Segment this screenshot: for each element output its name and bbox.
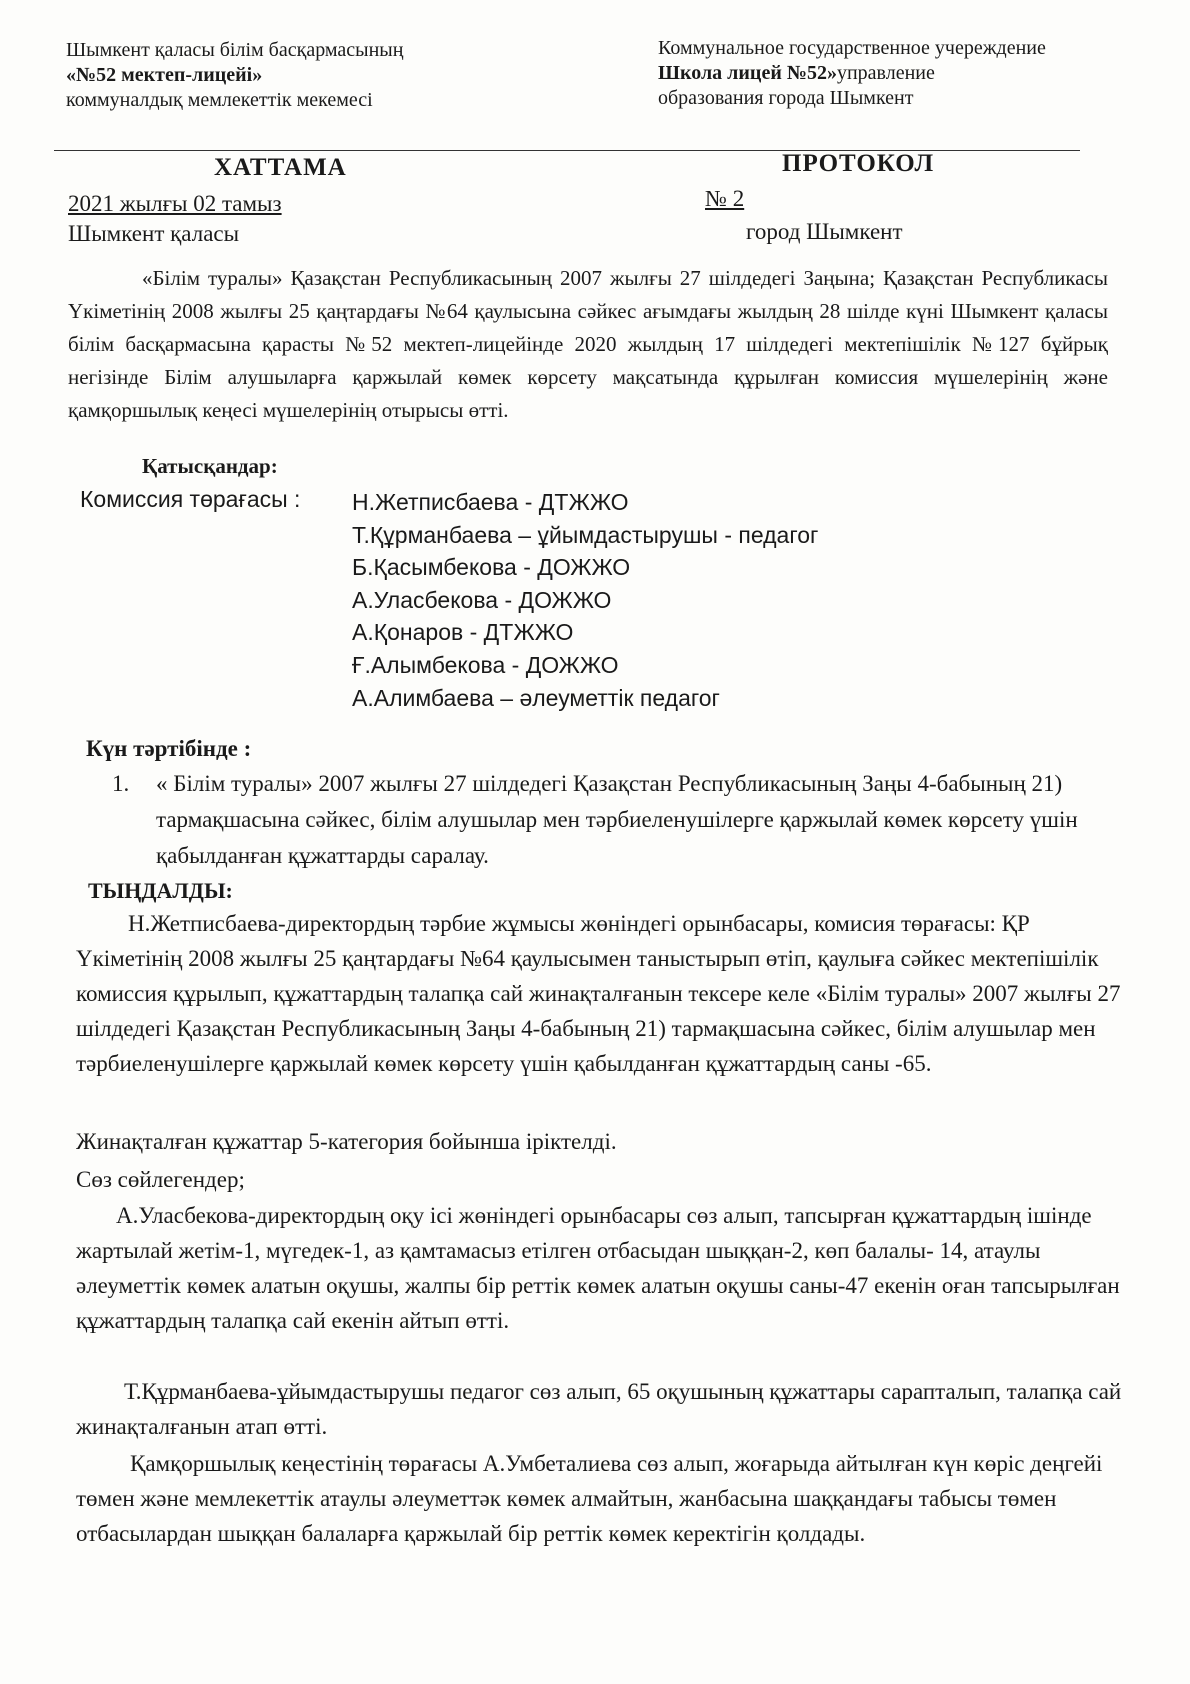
header-right-line2 bbox=[658, 61, 1158, 86]
member-item: Ғ.Алымбекова - ДОЖЖО bbox=[352, 651, 619, 678]
title-kz: ХАТТАМА bbox=[214, 154, 347, 181]
agenda-item bbox=[112, 766, 1102, 874]
member-item: Т.Құрманбаева – ұйымдастырушы - педагог bbox=[352, 521, 819, 548]
speaker-paragraph-1: А.Уласбекова-директордың оқу ісі жөніндегі орынбасары сөз алып, тапсырған құжаттардың ішінде жартылай жетім-1, мүгедек-1, аз қамтамасыз етілген отбасыдан шыққан-2, көп балалы- 14, атаулы әлеуметтік көмек алатын оқушы, жалпы бір реттік көмек алатын оқушы саны-47 екенін оған тапсырылған құжаттардың талапқа сай екенін айтып өтті. bbox=[76, 1203, 1120, 1333]
speaker-paragraph-3: Қамқоршылық кеңестінің төрағасы А.Умбеталиева сөз алып, жоғарыда айтылған күн көріс деңгейі төмен және мемлекеттік атаулы әлеуметтәк көмек алмайтын, жанбасына шаққандағы табысы төмен отбасылардан шыққан балаларға қаржылай бір реттік көмек керектігін қолдады. bbox=[76, 1451, 1103, 1546]
city-ru: город Шымкент bbox=[746, 219, 903, 244]
member-item: А.Қонаров - ДТЖЖО bbox=[352, 619, 574, 646]
header-right-line1: Коммунальное государственное учереждение bbox=[658, 37, 1046, 59]
header-right-org bbox=[658, 36, 1158, 111]
title-ru: ПРОТОКОЛ bbox=[782, 150, 935, 177]
speaker-paragraph-2: Т.Құрманбаева-ұйымдастырушы педагог сөз алып, 65 оқушының құжаттары сарапталып, талапқа сай жинақталғанын атап өтті. bbox=[76, 1379, 1122, 1439]
heard-heading: ТЫҢДАЛДЫ: bbox=[88, 878, 233, 903]
speakers-label: Сөз сөйлегендер; bbox=[76, 1167, 245, 1192]
header-right-line3: образования города Шымкент bbox=[658, 87, 914, 109]
city-kz: Шымкент қаласы bbox=[68, 221, 240, 246]
intro-paragraph: «Білім туралы» Қазақстан Республикасының 2007 жылғы 27 шілдедегі Заңына; Қазақстан Республикасы Үкіметінің 2008 жылғы 25 қаңтардағы №64 қаулысына сәйкес ағымдағы жылдың 28 шілде күні Шымкент қаласы білім басқармасына қарасты №52 мектеп-лицейінде 2020 жылдың 17 шілдедегі мектепішілік №127 бұйрық негізінде Білім алушыларға қаржылай көмек көрсету мақсатында құрылған комиссия мүшелерінің және қамқоршылық кеңесі мүшелерінің отырысы өтті. bbox=[68, 266, 1108, 422]
member-item: А.Алимбаева – әлеуметтік педагог bbox=[352, 684, 720, 711]
agenda-item-text: « Білім туралы» 2007 жылғы 27 шілдедегі Қазақстан Республикасының Заңы 4-бабының 21) тармақшасына сәйкес, білім алушылар мен тәрбиеленушілерге қаржылай көмек көрсету үшін қабылданған құжаттарды саралау. bbox=[156, 771, 1078, 868]
protocol-date: 2021 жылғы 02 тамыз bbox=[68, 191, 282, 216]
members-list bbox=[352, 486, 818, 714]
agenda-item-number: 1. bbox=[112, 771, 130, 796]
agenda-heading: Күн тәртібінде : bbox=[86, 736, 252, 761]
protocol-number: № 2 bbox=[705, 186, 745, 211]
chair-label: Комиссия төрағасы : bbox=[80, 486, 301, 512]
header-left-line1: Шымкент қаласы білім басқармасының bbox=[66, 39, 404, 61]
header-left-org bbox=[66, 38, 586, 113]
heard-paragraph-1: Н.Жетписбаева-директордың тәрбие жұмысы жөніндегі орынбасары, комисия төрағасы: ҚР Үкіметінің 2008 жылғы 25 қаңтардағы №64 қаулысымен таныстырып өтіп, қаулыға сәйкес мектепішілік комиссия құрылып, құжаттардың талапқа сай жинақталғанын тексере келе «Білім туралы» 2007 жылғы 27 шілдедегі Қазақстан Республикасының Заңы 4-бабының 21) тармақшасына сәйкес, білім алушылар мен тәрбиеленушілерге қаржылай көмек көрсету үшін қабылданған құжаттардың саны -65. bbox=[76, 911, 1121, 1076]
header-left-line3: коммуналдық мемлекеттік мекемесі bbox=[66, 89, 373, 111]
header-right-line2-rest: управление bbox=[836, 62, 935, 84]
member-item: А.Уласбекова - ДОЖЖО bbox=[352, 586, 612, 613]
header-right-school-name: Школа лицей №52» bbox=[658, 62, 837, 84]
participants-heading: Қатысқандар: bbox=[142, 454, 278, 478]
member-item: Б.Қасымбекова - ДОЖЖО bbox=[352, 554, 631, 581]
member-item: Н.Жетписбаева - ДТЖЖО bbox=[352, 489, 629, 515]
heard-paragraph-1-last: Жинақталған құжаттар 5-категория бойынша іріктелді. bbox=[76, 1129, 617, 1154]
header-left-school-name: «№52 мектеп-лицейі» bbox=[66, 64, 263, 86]
